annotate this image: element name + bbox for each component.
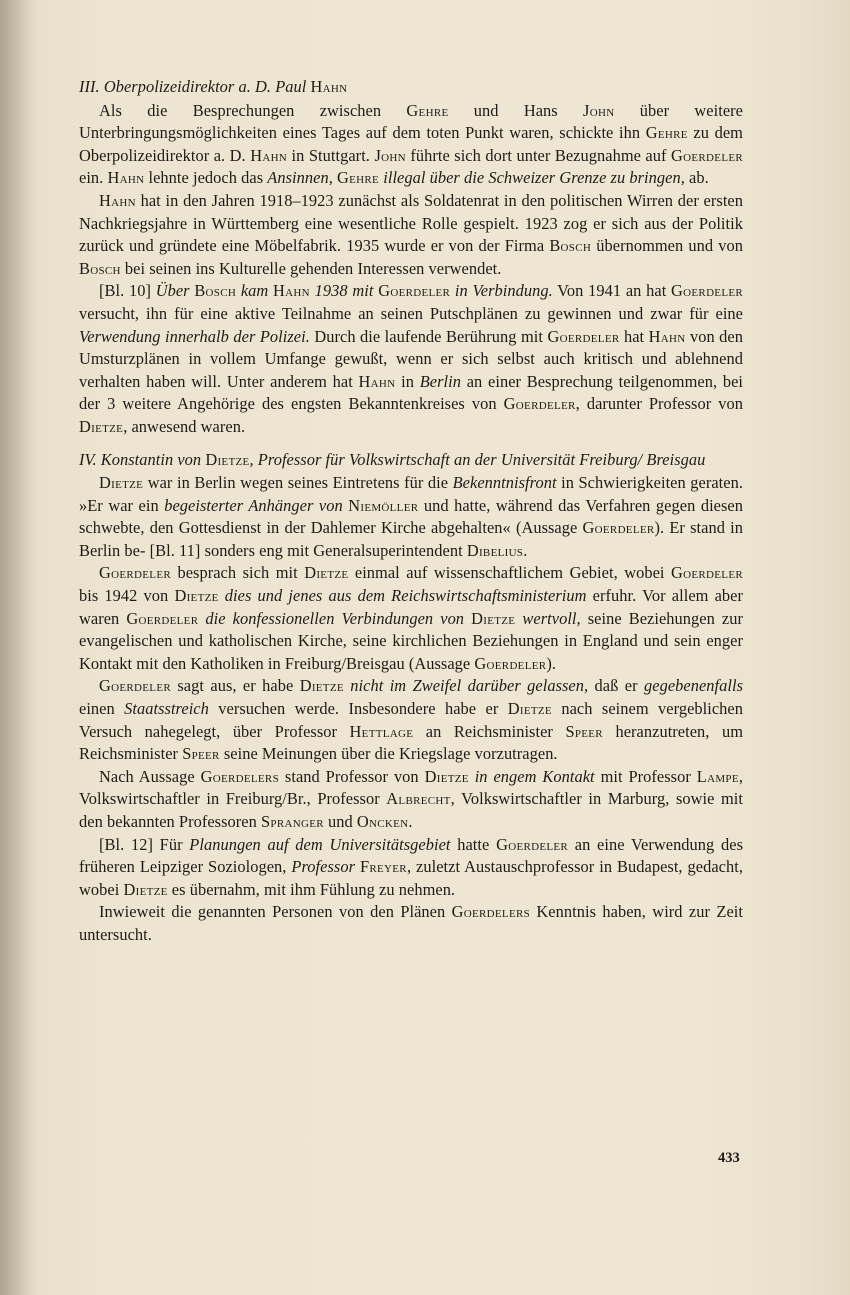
emphasis: gegebenenfalls: [644, 676, 744, 696]
person-name: Gehre: [406, 100, 449, 120]
paragraph: Goerdeler sagt aus, er habe Dietze nicht im Zweifel darüber gelassen, daß er gegebenenfalls einen Staatsstreich versuchen werde. Insbesondere habe er Dietze nach seinem vergeblichen Versuch nahegelegt, über Professor Hettlage an Reichsminister Speer heranzutreten, um Reichsminister Speer seine Meinungen über die Kriegslage vorzutragen.: [79, 676, 744, 764]
person-name: Bosch: [549, 236, 592, 256]
section-4-heading-title: IV. Konstantin von: [79, 449, 202, 469]
paragraph: Als die Besprechungen zwischen Gehre und Hans John über weitere Unterbringungsmöglichkeiten eines Tages auf dem toten Punkt waren, schickte ihn Gehre zu dem Oberpolizeidirektor a. D. Hahn in Stuttgart. John führte sich dort unter Bezugnahme auf Goerdeler ein. Hahn lehnte jedoch das Ansinnen, Gehre illegal über die Schweizer Grenze zu bringen, ab.: [79, 100, 743, 188]
paragraph: [Bl. 12] Für Planungen auf dem Universitätsgebiet hatte Goerdeler an eine Verwendung des früheren Leipziger Soziologen, Professor Freyer, zuletzt Austauschprofessor in Budapest, gedacht, wobei Dietze es übernahm, mit ihm Fühlung zu nehmen.: [79, 834, 743, 899]
emphasis: in engem Kontakt: [474, 766, 595, 786]
person-name: Dietze: [424, 766, 469, 786]
paragraph: Goerdeler besprach sich mit Dietze einmal auf wissenschaftlichem Gebiet, wobei Goerdeler bis 1942 von Dietze dies und jenes aus dem Reichswirtschaftsministerium erfuhr. Vor allem aber waren Goerdeler die konfessionellen Verbindungen von Dietze wertvoll, seine Beziehungen zur evangelischen und katholischen Kirche, seine kirchlichen Beziehungen in England und sein enger Kontakt mit den Katholiken in Freiburg/Breisgau (Aussage Goerdeler).: [79, 563, 743, 673]
person-name: Gehre: [337, 168, 380, 188]
person-name: Speer: [565, 721, 603, 741]
section-4-body: [79, 472, 743, 946]
emphasis: die konfessionellen Verbindungen von: [205, 608, 465, 628]
person-name: Goerdeler: [99, 563, 171, 583]
emphasis: Über: [155, 281, 190, 301]
person-name: John: [583, 100, 615, 120]
person-name: Oncken: [356, 812, 409, 831]
emphasis: Bekenntnisfront: [452, 473, 557, 493]
emphasis: dies und jenes aus dem Reichswirtschaftsministerium: [224, 586, 587, 606]
person-name: Goerdeler: [474, 653, 547, 673]
person-name: Bosch: [194, 281, 237, 301]
person-name: John: [374, 145, 406, 165]
page-number: 433: [718, 1150, 740, 1166]
person-name: Goerdeler: [671, 563, 743, 583]
paragraph: [Bl. 10] Über Bosch kam Hahn 1938 mit Goerdeler in Verbindung. Von 1941 an hat Goerdeler versucht, ihn für eine aktive Teilnahme an seinen Putschplänen zu gewinnen und zwar für eine Verwendung innerhalb der Polizei. Durch die laufende Berührung mit Goerdeler hat Hahn von den Umsturzplänen in vollem Umfange gewußt, wenn er sich selbst auch kritisch und ablehnend verhalten haben will. Unter anderem hat Hahn in Berlin an einer Besprechung teilgenommen, bei der 3 weitere Angehörige des engsten Bekanntenkreises von Goerdeler, darunter Professor von Dietze, anwesend waren.: [79, 281, 744, 436]
emphasis: Berlin: [419, 371, 461, 391]
person-name: Gehre: [645, 123, 688, 143]
emphasis: begeisterter Anhänger von: [164, 495, 343, 515]
person-name: Bosch: [79, 258, 121, 278]
person-name: Goerdeler: [582, 518, 655, 538]
person-name: Goerdeler: [671, 281, 744, 301]
person-name: Goerdeler: [671, 145, 743, 165]
person-name: Niemöller: [348, 495, 419, 515]
person-name: Spranger: [261, 812, 324, 831]
emphasis: kam: [240, 281, 269, 301]
paragraph: Hahn hat in den Jahren 1918–1923 zunächst als Soldatenrat in den politischen Wirren der ersten Nachkriegsjahre in Württemberg eine wesentliche Rolle gespielt. 1923 zog er sich aus der Politik zurück und gründete eine Möbelfabrik. 1935 wurde er von der Firma Bosch übernommen und von Bosch bei seinen ins Kulturelle gehenden Interessen verwendet.: [79, 190, 743, 278]
person-name: Dietze: [471, 608, 516, 628]
emphasis: illegal über die Schweizer Grenze zu bringen,: [383, 168, 685, 188]
person-name: Goerdelers: [200, 766, 279, 786]
person-name: Goerdeler: [99, 676, 171, 696]
person-name: Dietze: [123, 879, 168, 899]
person-name: Albrecht: [386, 789, 451, 809]
section-4-heading-name: Dietze: [205, 449, 250, 469]
section-3-body: [79, 100, 743, 439]
person-name: Dietze: [507, 699, 552, 719]
person-name: Dietze: [99, 473, 144, 493]
person-name: Lampe: [696, 766, 739, 786]
paragraph: Inwieweit die genannten Personen von den Plänen Goerdelers Kenntnis haben, wird zur Zeit untersucht.: [79, 902, 743, 944]
emphasis: Ansinnen,: [267, 168, 333, 188]
person-name: Hahn: [99, 190, 136, 210]
person-name: Freyer: [359, 857, 407, 877]
person-name: Dietze: [304, 563, 349, 583]
person-name: Dibelius: [466, 540, 524, 560]
paragraph: Dietze war in Berlin wegen seines Eintretens für die Bekenntnisfront in Schwierigkeiten geraten. »Er war ein begeisterter Anhänger von Niemöller und hatte, während das Verfahren gegen diesen schwebte, den Gottesdienst in der Dahlemer Kirche abgehalten« (Aussage Goerdeler). Er stand in Berlin be- [Bl. 11] sonders eng mit Generalsuperintendent Dibelius.: [79, 473, 744, 560]
section-4-heading-subtitle: , Professor für Volkswirtschaft an der Universität Freiburg/ Breisgau: [249, 449, 706, 469]
person-name: Dietze: [174, 586, 219, 606]
person-name: Goerdelers: [451, 902, 531, 922]
emphasis: Verwendung innerhalb der Polizei.: [79, 326, 310, 346]
person-name: Hahn: [358, 371, 396, 391]
person-name: Hahn: [648, 326, 686, 346]
person-name: Goerdeler: [503, 394, 576, 414]
section-3-heading-name: Hahn: [310, 77, 348, 96]
person-name: Hahn: [250, 145, 288, 165]
person-name: Dietze: [299, 676, 344, 696]
emphasis: in Verbindung.: [454, 281, 553, 301]
person-name: Goerdeler: [496, 834, 569, 854]
section-4-heading: [79, 449, 743, 472]
person-name: Hahn: [107, 168, 145, 188]
person-name: Dietze: [79, 416, 124, 436]
emphasis: Staatsstreich: [124, 699, 209, 719]
section-3-heading: [79, 76, 743, 99]
emphasis: Planungen auf dem Universitätsgebiet: [189, 834, 451, 854]
person-name: Hahn: [273, 281, 310, 301]
paragraph: Nach Aussage Goerdelers stand Professor von Dietze in engem Kontakt mit Professor Lampe, Volkswirtschaftler in Freiburg/Br., Professor Albrecht, Volkswirtschaftler in Marburg, sowie mit den bekannten Professoren Spranger und Oncken.: [79, 766, 744, 831]
emphasis: nicht im Zweifel darüber gelassen,: [350, 676, 589, 696]
person-name: Hettlage: [349, 721, 414, 741]
person-name: Goerdeler: [126, 608, 199, 628]
person-name: Goerdeler: [547, 326, 620, 346]
emphasis: Professor: [291, 857, 355, 877]
emphasis: 1938 mit: [314, 281, 374, 301]
section-3-heading-title: III. Oberpolizeidirektor a. D. Paul: [79, 77, 307, 96]
person-name: Goerdeler: [378, 281, 451, 301]
person-name: Speer: [182, 744, 220, 764]
page-body: [79, 76, 743, 947]
emphasis: wertvoll,: [522, 608, 581, 628]
